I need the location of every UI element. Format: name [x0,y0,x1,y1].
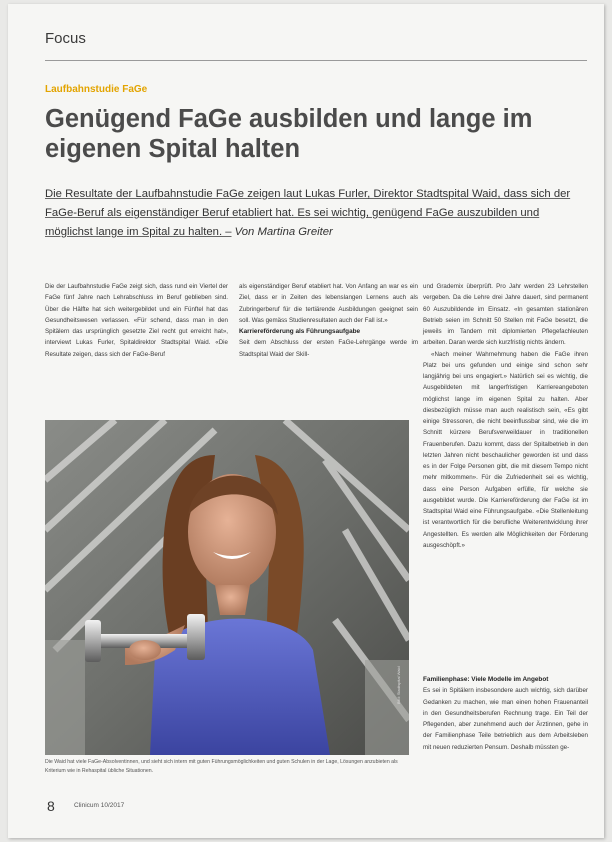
page-number: 8 [47,798,55,814]
body-paragraph: und Grademix überprüft. Pro Jahr werden 23 Lehrstellen vergeben. Da die Lehre drei Jahre dauert, sind permanent 60 Auszubildende im Einsatz. «In gesamten stationären Betrieb seien im Schnitt 50 Stellen mit FaGe besetzt, die jeweils im Tandem mit diplomierten Pflegefachleuten arbeiten. Daran werde sich kurzfristig nichts ändern. [423,283,588,347]
magazine-page [8,4,604,838]
photo-woman-with-dumbbell [45,420,409,755]
photo-credit: Bild: Stadtspital Waid [396,666,401,704]
article-kicker: Laufbahnstudie FaGe [45,84,148,95]
subheading: Familienphase: Viele Modelle im Angebot [423,676,549,683]
body-paragraph: Seit dem Abschluss der ersten FaGe-Lehrgänge werde im Stadtspital Waid der Skill- [239,339,418,358]
body-paragraph: Es sei in Spitälern insbesondere auch wichtig, sich darüber Gedanken zu machen, wie man einen hohen Frauenanteil in den Gesundheitsberufen Rechnung trage. Ein Teil der Pflegenden, aber zunehmend auch der Ärztinnen, gehe in der Familienphase Teile betrieblich aus dem Arbeitsleben mit neuen reduzierten Pensum. Deshalb müssten ge- [423,687,588,751]
section-label: Focus [45,30,86,47]
article-headline: Genügend FaGe ausbilden und lange im eigenen Spital halten [45,105,533,163]
body-paragraph: Die der Laufbahnstudie FaGe zeigt sich, dass rund ein Viertel der FaGe fünf Jahre nach Lehrabschluss im Beruf geblieben sind. Über die Hälfte hat sich weitergebildet und ein Fünftel hat das Gesundheitswesen verlassen. «Für schend, dass man in den Spitälern das ursprünglich gesetzte Ziel recht gut erreicht hat», interviewt Lukas Furler, Spitaldirektor Stadtspital Waid. «Die Resultate zeigen, dass sich der FaGe-Beruf [45,283,228,358]
text-column-3 [423,281,588,551]
body-paragraph: «Nach meiner Wahrnehmung haben die FaGe ihren Platz bei uns gefunden und einige sind schon sehr langjährig bei uns engagiert.» Natürlich sei es wichtig, die Ausgebildeten mit langerfristigen Karriereangeboten möglichst lange im eigenen Spital zu halten. Aber diesbezüglich müsse man auch realistisch sein, «Es gibt einige Stressoren, die nicht beeinflussbar sind, wie die im Schnitt kürzere Berufsverweildauer in traditionellen Frauenberufen. Dazu kommt, dass der Spitalbetrieb in den letzten Jahren nicht beschaulicher geworden ist und dass es in der Folge Personen gibt, die mit diesem Tempo nicht mehr mitkommen». Für die Zufriedenheit sei es wichtig, dass eine Person Aufgaben erfülle, für welche sie ausgebildet wurde. Die Karriereförderung der FaGe ist im Stadtspital Waid eine Führungsaufgabe. «Die Stellenleitung ist verantwortlich für die berufliche Weiterentwicklung ihrer Angestellten. Es werden alle Möglichkeiten der Förderung ausgeschöpft.» [423,350,588,549]
article-photo [45,420,409,755]
text-column-2 [239,281,418,360]
author-byline: Von Martina Greiter [234,226,333,238]
subheading: Karriereförderung als Führungsaufgabe [239,328,361,335]
lead-text: Die Resultate der Laufbahnstudie FaGe zeigen laut Lukas Furler, Direktor Stadtspital Waid, dass sich der FaGe-Beruf als eigenständiger Beruf etabliert hat. Es sei wichtig, genügend FaGe auszubilden und möglichst lange im Spital zu halten. – [45,188,571,238]
body-paragraph: als eigenständiger Beruf etabliert hat. Von Anfang an war es ein Ziel, dass er in Zeiten des lebenslangen Lernens auch als Zubringerberuf für die tertiärende Ausbildungen geeignet sein soll. Was gemäss Studienresultaten auch der Fall ist.» [239,283,418,324]
text-column-3-lower [423,674,588,753]
photo-caption: Die Waid hat viele FaGe-Absolventinnen, und sieht sich intern mit guten Führungsmöglichkeiten und guten Schulen in der Lage, Lösungen anzubieten als Kriterium wie in Rehaspital übliche Situationen. [45,759,398,774]
text-column-1 [45,281,228,360]
section-divider [45,60,587,61]
publication-issue: Clinicum 10/2017 [74,802,125,809]
article-lead [45,185,587,242]
